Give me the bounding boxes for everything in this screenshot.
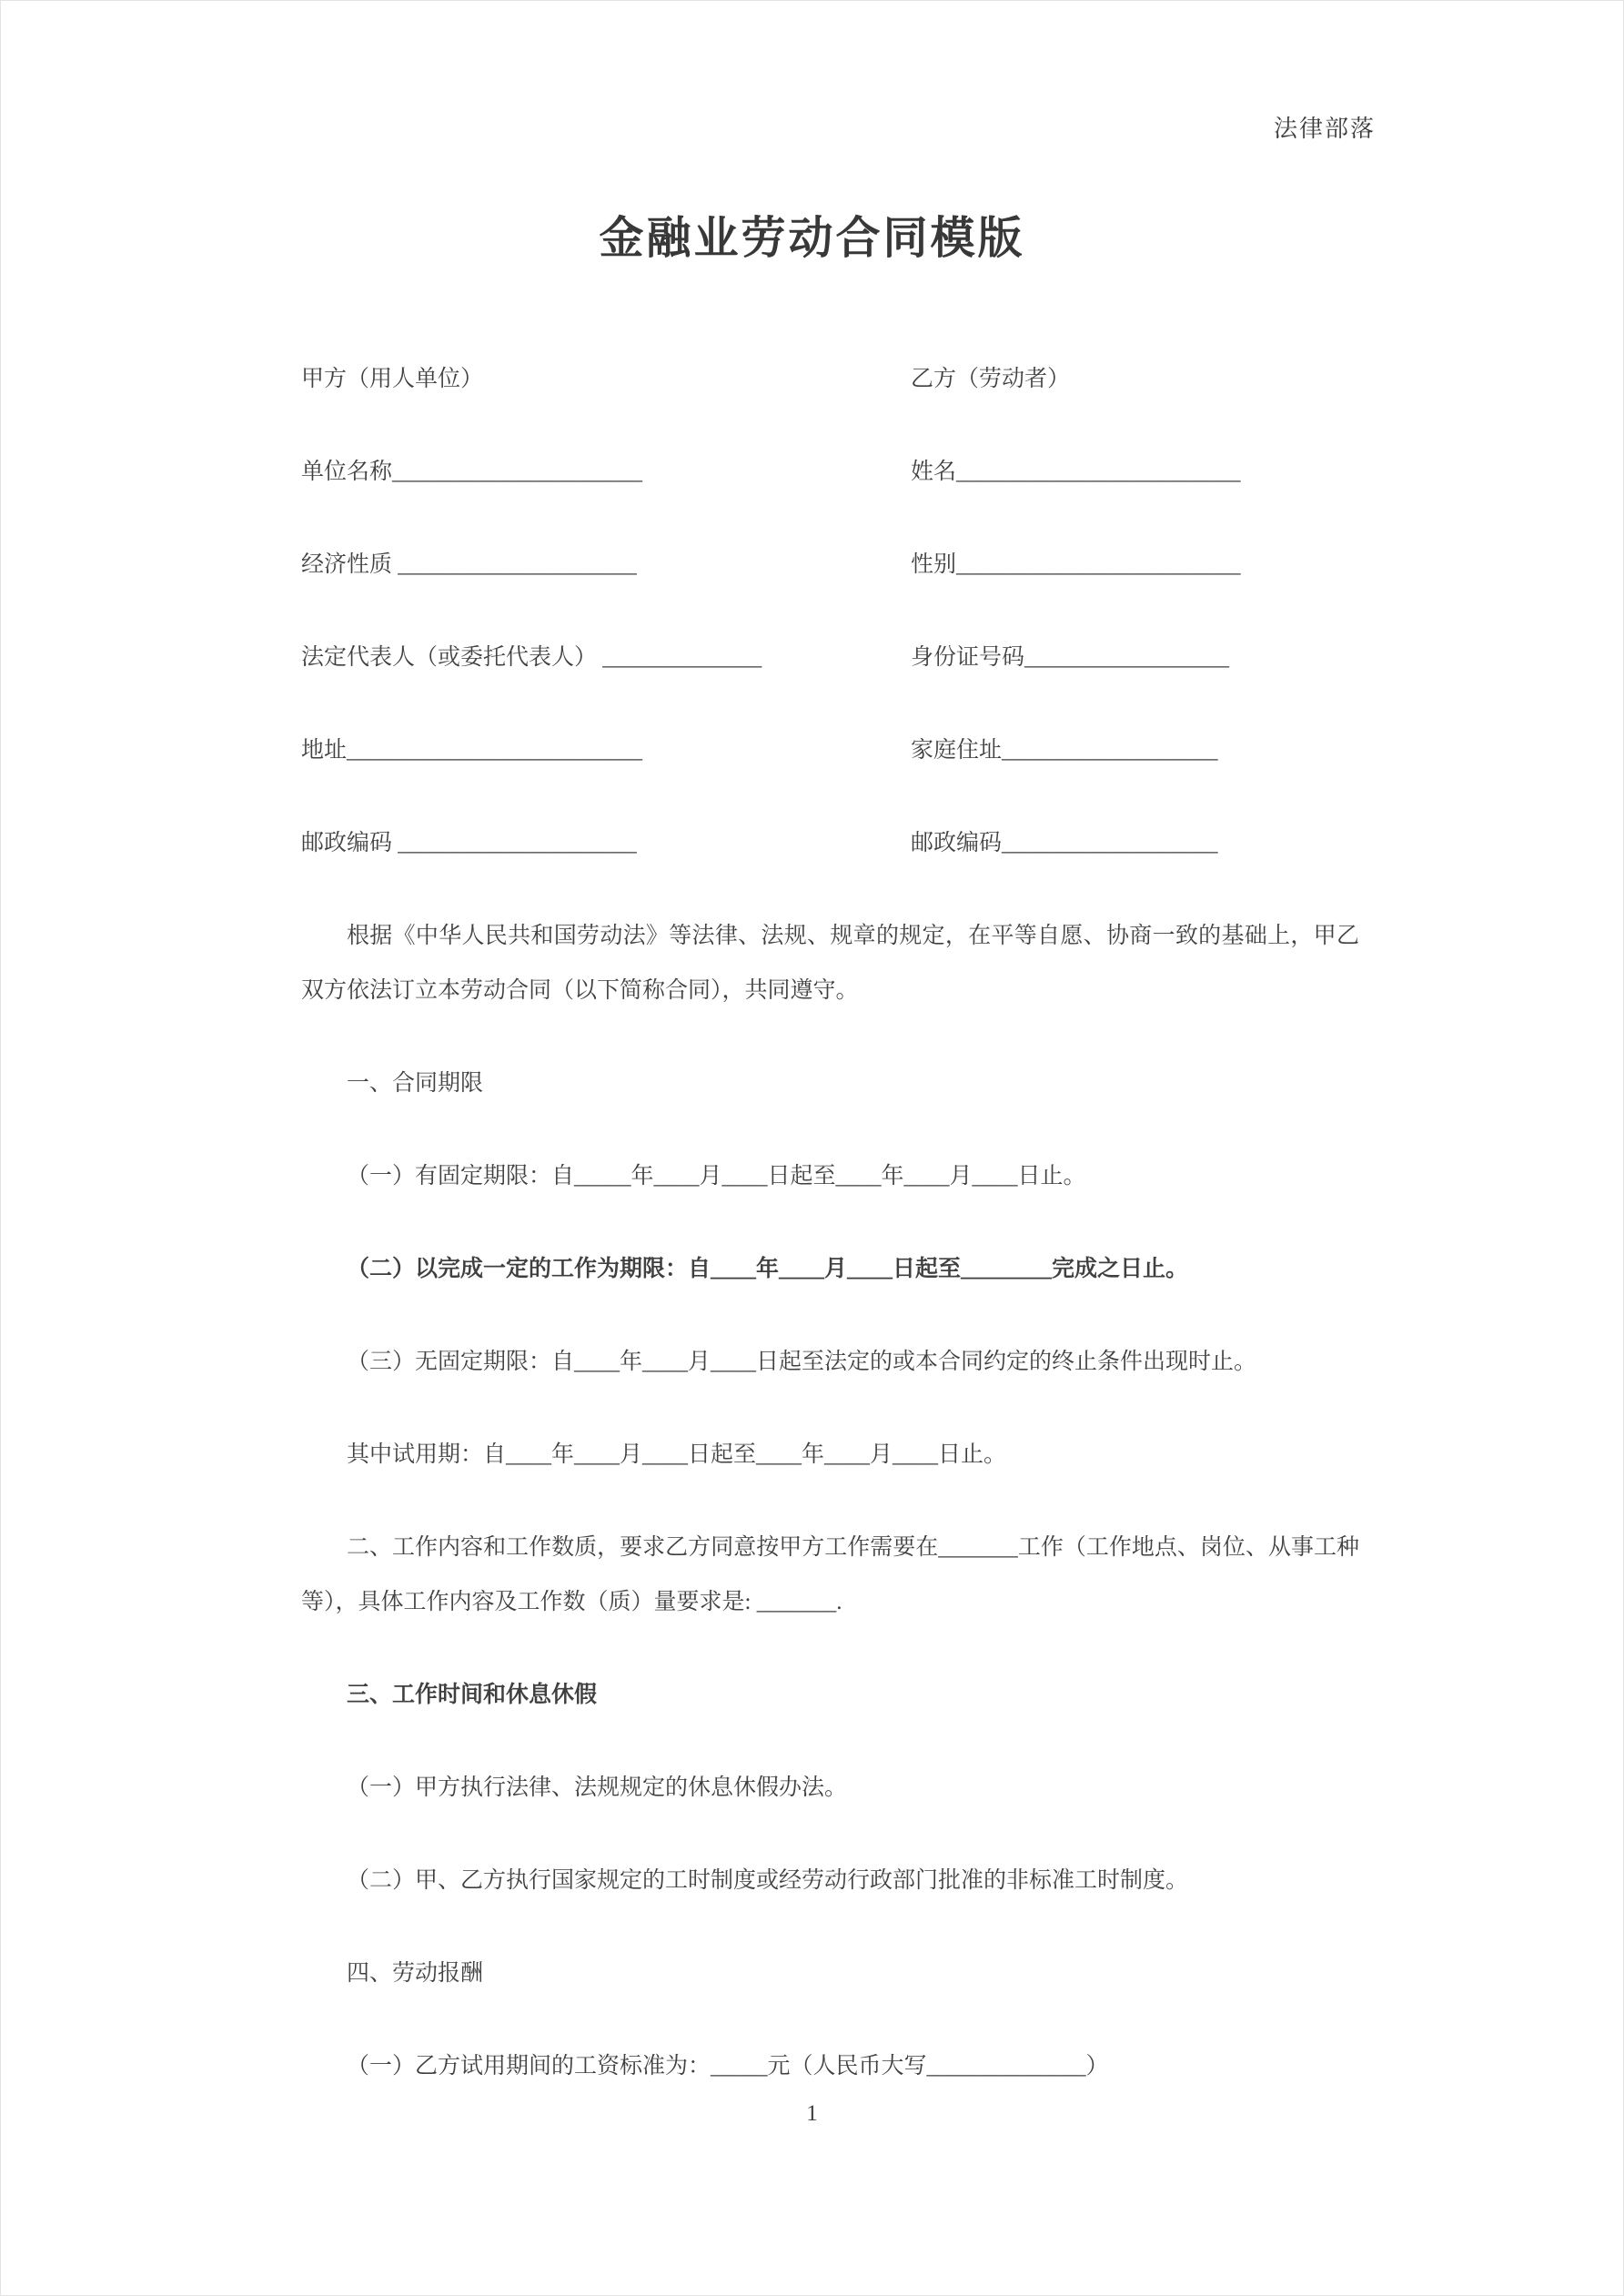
site-watermark: 法律部落 <box>1273 116 1376 142</box>
section-2-clause: 二、工作内容和工作数质，要求乙方同意按甲方工作需要在_______工作（工作地点、岗位、从事工种等），具体工作内容及工作数（质）量要求是: _______. <box>301 1535 1359 1614</box>
section-1-heading: 一、合同期限 <box>347 1071 484 1096</box>
field-id-number: 身份证号码__________________ <box>911 645 1230 670</box>
page-number: 1 <box>806 2101 818 2126</box>
field-home-address: 家庭住址___________________ <box>911 738 1218 763</box>
clause-4-1: （一）乙方试用期间的工资标准为：_____元（人民币大写______________） <box>347 2054 1109 2079</box>
clause-1-2: （二）以完成一定的工作为期限：自____年____月____日起至________完成之日止。 <box>347 1257 1189 1281</box>
field-employee-name: 姓名_________________________ <box>911 460 1241 484</box>
field-company-name: 单位名称______________________ <box>301 460 643 484</box>
clause-3-2: （二）甲、乙方执行国家规定的工时制度或经劳动行政部门批准的非标准工时制度。 <box>347 1868 1189 1893</box>
intro-paragraph: 根据《中华人民共和国劳动法》等法律、法规、规章的规定，在平等自愿、协商一致的基础上，甲乙双方依法订立本劳动合同（以下简称合同），共同遵守。 <box>301 924 1359 1003</box>
probation-clause: 其中试用期：自____年____月____日起至____年____月____日止。 <box>347 1442 1007 1467</box>
form-row <box>301 825 1359 862</box>
form-row <box>301 361 1359 398</box>
document-title: 金融业劳动合同模版 <box>599 213 1025 263</box>
clause-3-1: （一）甲方执行法律、法规规定的休息休假办法。 <box>347 1775 848 1800</box>
party-b-heading: 乙方（劳动者） <box>911 367 1071 391</box>
parties-form <box>1 361 1623 862</box>
form-row <box>301 733 1359 769</box>
clause-1-1: （一）有固定期限：自_____年____月____日起至____年____月____日止。 <box>347 1164 1086 1188</box>
contract-body <box>1 909 1623 2094</box>
field-company-address: 地址__________________________ <box>301 738 643 763</box>
field-legal-representative: 法定代表人（或委托代表人） ______________ <box>301 645 762 670</box>
party-a-heading: 甲方（用人单位） <box>301 367 484 391</box>
section-4-heading: 四、劳动报酬 <box>347 1961 484 1986</box>
clause-1-3: （三）无固定期限：自____年____月____日起至法定的或本合同约定的终止条件出现时止。 <box>347 1350 1257 1374</box>
field-postal-code-b: 邮政编码___________________ <box>911 831 1218 855</box>
form-row <box>301 454 1359 491</box>
field-economic-nature: 经济性质 _____________________ <box>301 552 637 577</box>
field-gender: 性别_________________________ <box>911 552 1241 577</box>
form-row <box>301 640 1359 676</box>
form-row <box>301 547 1359 583</box>
section-3-heading: 三、工作时间和休息休假 <box>347 1683 598 1707</box>
field-postal-code-a: 邮政编码 _____________________ <box>301 831 637 855</box>
